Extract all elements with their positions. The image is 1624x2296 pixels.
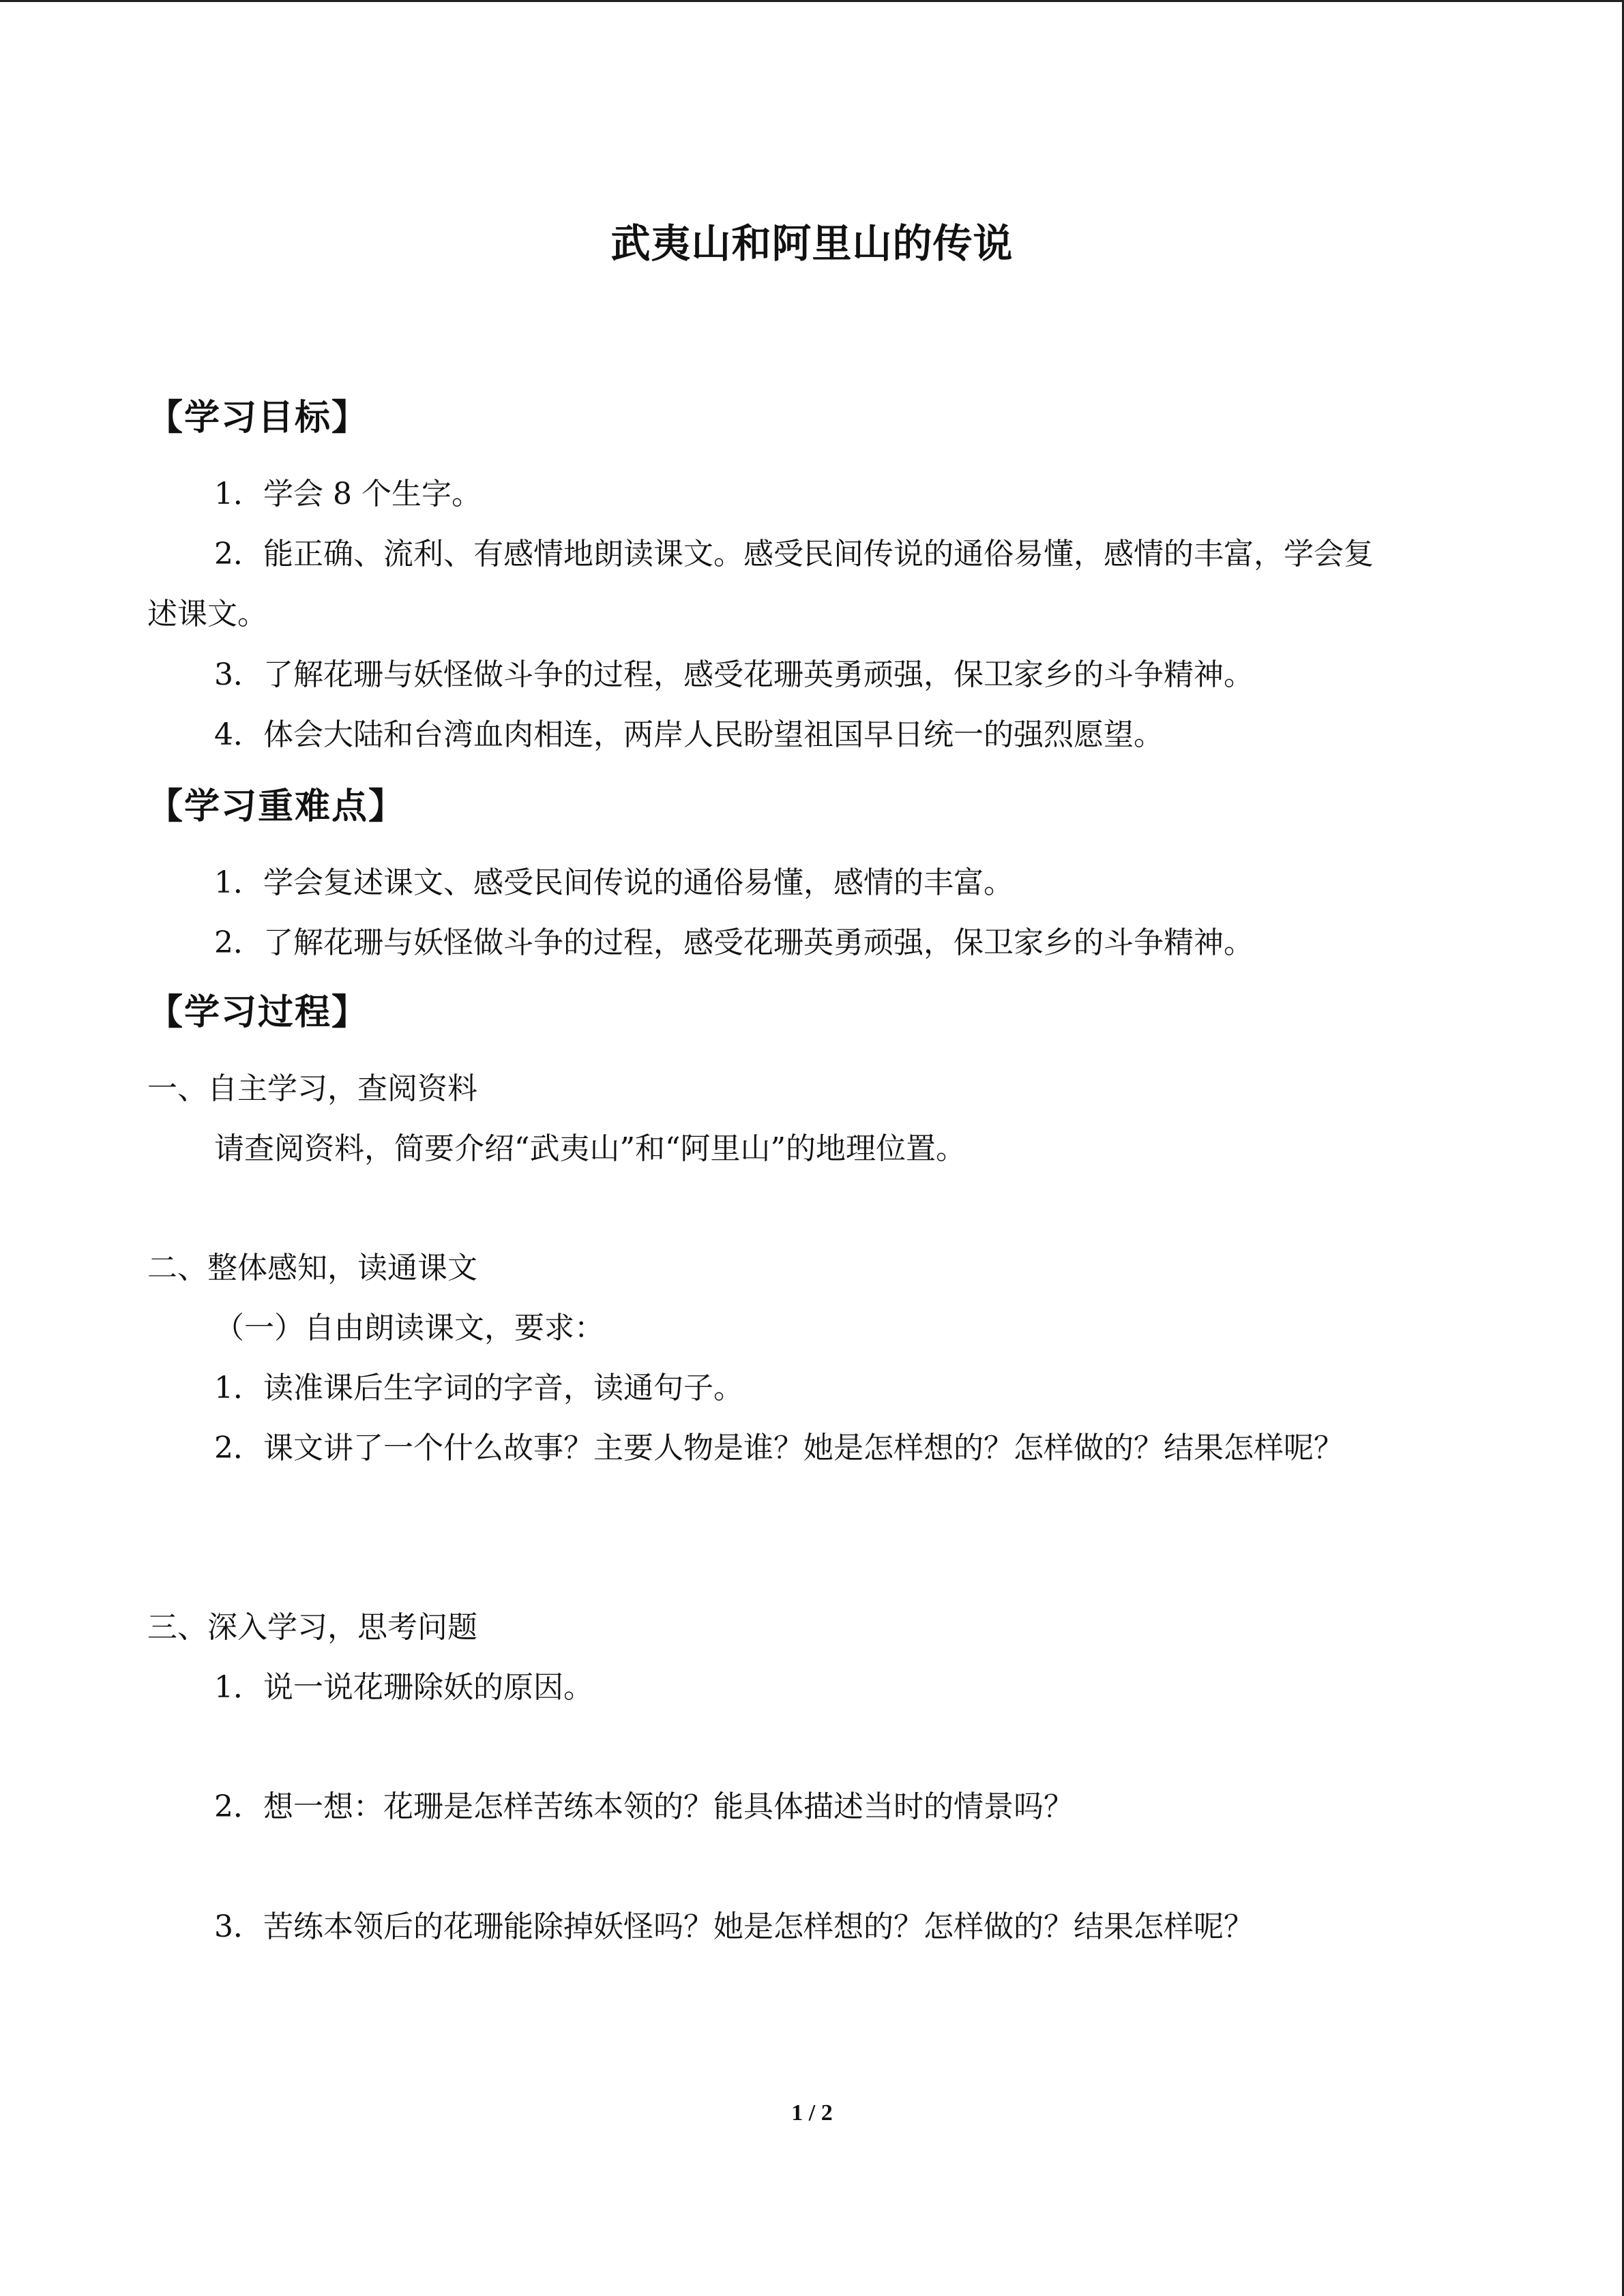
heading-process: 【学习过程】 [147, 992, 369, 1033]
process-part3-item: 3．苦练本领后的花珊能除掉妖怪吗？她是怎样想的？怎样做的？结果怎样呢？ [214, 1909, 1254, 1944]
process-part3-item: 2．想一想：花珊是怎样苦练本领的？能具体描述当时的情景吗？ [214, 1789, 1074, 1824]
heading-key-points: 【学习重难点】 [147, 786, 406, 827]
objective-item: 3．了解花珊与妖怪做斗争的过程，感受花珊英勇顽强，保卫家乡的斗争精神。 [214, 657, 1254, 692]
process-part2-sub: （一）自由朗读课文，要求： [214, 1311, 604, 1345]
process-part2-title: 二、整体感知，读通课文 [147, 1251, 477, 1285]
process-part2-item: 1．读准课后生字词的字音，读通句子。 [214, 1371, 743, 1405]
objective-item: 2．能正确、流利、有感情地朗读课文。感受民间传说的通俗易懂，感情的丰富，学会复 [214, 537, 1374, 571]
heading-objectives: 【学习目标】 [147, 398, 369, 438]
key-point-item: 2．了解花珊与妖怪做斗争的过程，感受花珊英勇顽强，保卫家乡的斗争精神。 [214, 925, 1254, 960]
process-part1-title: 一、自主学习，查阅资料 [147, 1071, 477, 1106]
objective-item: 4．体会大陆和台湾血肉相连，两岸人民盼望祖国早日统一的强烈愿望。 [214, 717, 1164, 752]
process-part1-text: 请查阅资料，简要介绍“武夷山”和“阿里山”的地理位置。 [214, 1131, 966, 1166]
key-point-item: 1．学会复述课文、感受民间传说的通俗易懂，感情的丰富。 [214, 865, 1014, 900]
document-title: 武夷山和阿里山的传说 [610, 220, 1014, 267]
objective-item-continued: 述课文。 [147, 597, 267, 631]
process-part3-item: 1．说一说花珊除妖的原因。 [214, 1670, 593, 1705]
page-number: 1 / 2 [791, 2100, 833, 2126]
objective-item: 1．学会 8 个生字。 [214, 477, 482, 511]
process-part3-title: 三、深入学习，思考问题 [147, 1610, 477, 1645]
process-part2-item: 2．课文讲了一个什么故事？主要人物是谁？她是怎样想的？怎样做的？结果怎样呢？ [214, 1431, 1344, 1465]
